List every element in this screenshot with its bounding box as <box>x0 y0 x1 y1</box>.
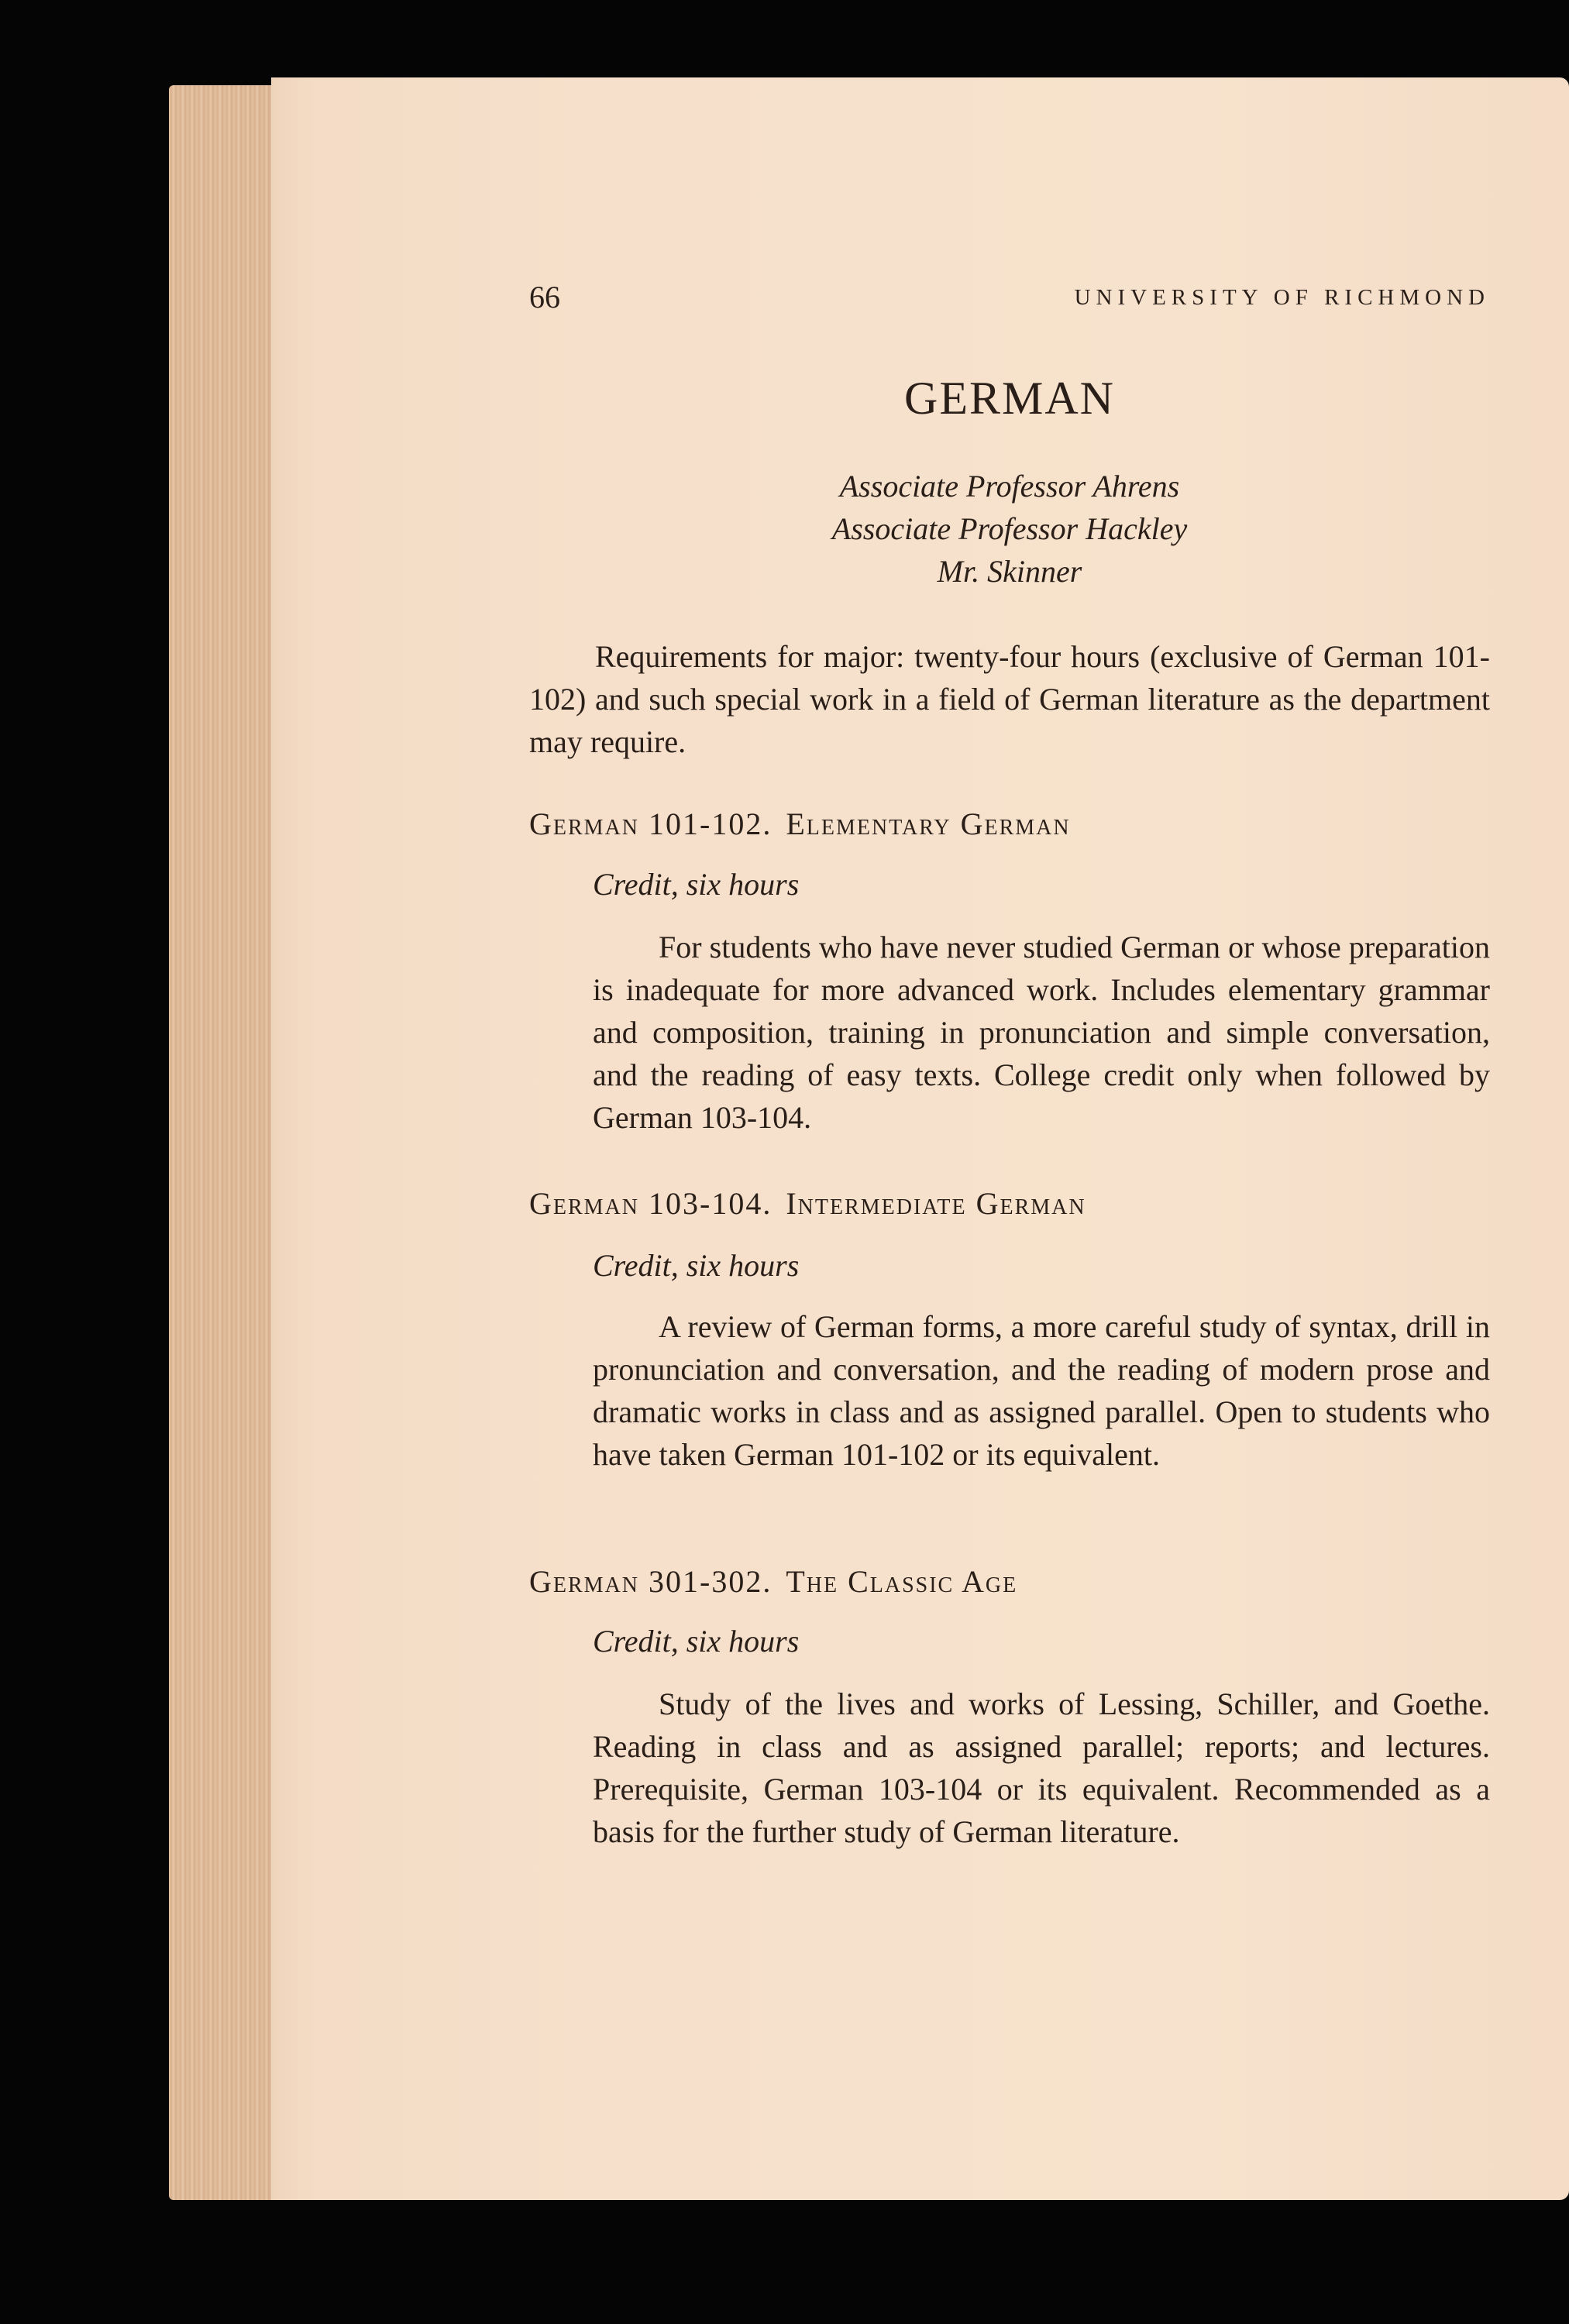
faculty-member: Associate Professor Hackley <box>831 511 1188 546</box>
course-title: Elementary German <box>786 806 1071 841</box>
faculty-member: Associate Professor Ahrens <box>839 469 1180 504</box>
faculty-list <box>529 465 1490 593</box>
course-heading <box>529 1563 1017 1600</box>
course-description: Study of the lives and works of Lessing, Schiller, and Goethe. Reading in class and as assigned parallel; reports; and lectures. Prerequisite, German 103-104 or its equivalent. Recommended as a basis for the further study of German literature. <box>593 1686 1490 1849</box>
course-heading <box>529 1185 1086 1222</box>
course-code: German 301-302. <box>529 1564 772 1599</box>
course-description: For students who have never studied German or whose preparation is inadequate for more advanced work. Includes elementary grammar and composition, training in pronunciation and simple conversation, and the reading of easy texts. College credit only when followed by German 103-104. <box>593 930 1490 1135</box>
course-heading <box>529 806 1071 842</box>
major-requirements: Requirements for major: twenty-four hours (exclusive of German 101-102) and such special work in a field of German literature as the department may require. <box>529 639 1490 759</box>
course-credit: Credit, six hours <box>593 867 800 902</box>
course-description: A review of German forms, a more careful study of syntax, drill in pronunciation and conversation, and the reading of modern prose and dramatic works in class and as assigned parallel. Open to students who have taken German 101-102 or its equivalent. <box>593 1309 1490 1472</box>
course-code: German 103-104. <box>529 1186 772 1221</box>
course-credit: Credit, six hours <box>593 1624 800 1659</box>
course-title: Intermediate German <box>786 1186 1086 1221</box>
course-credit: Credit, six hours <box>593 1248 800 1283</box>
running-head <box>529 279 1490 325</box>
page-number: 66 <box>529 280 560 315</box>
department-title: GERMAN <box>903 373 1115 424</box>
running-head-title: UNIVERSITY OF RICHMOND <box>1074 285 1490 310</box>
course-title: The Classic Age <box>786 1564 1018 1599</box>
course-code: German 101-102. <box>529 806 772 841</box>
faculty-member: Mr. Skinner <box>937 554 1082 589</box>
